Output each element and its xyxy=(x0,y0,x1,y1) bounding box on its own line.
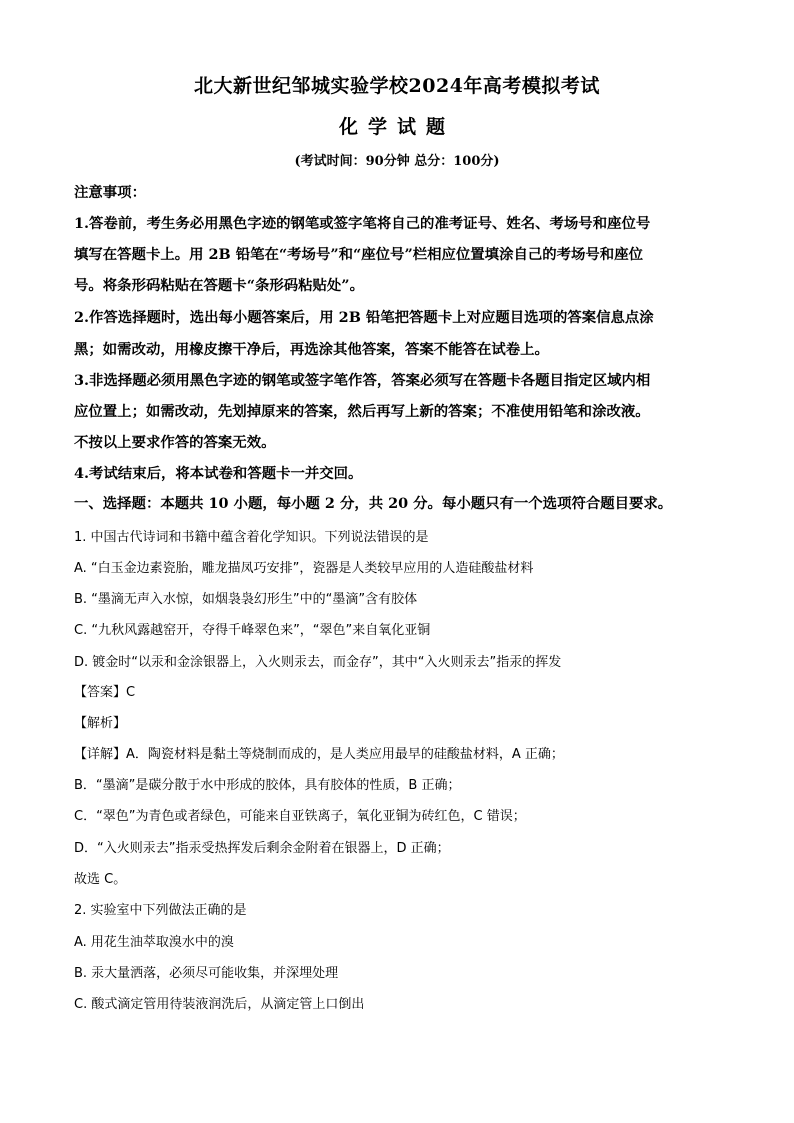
question-stem: 1. 中国古代诗词和书籍中蕴含着化学知识。下列说法错误的是 xyxy=(74,530,429,545)
explanation-line: B．“墨滴”是碳分散于水中形成的胶体，具有胶体的性质，B 正确； xyxy=(74,778,461,793)
analysis-label: 【解析】 xyxy=(74,716,127,731)
option-a: A. 用花生油萃取溴水中的溴 xyxy=(74,935,234,950)
notice-line: 填写在答题卡上。用 2B 铅笔在“考场号”和“座位号”栏相应位置填涂自己的考场号和座位 xyxy=(74,246,643,263)
notice-line: 4.考试结束后，将本试卷和答题卡一并交回。 xyxy=(74,465,363,482)
notice-line: 号。将条形码粘贴在答题卡“条形码粘贴处”。 xyxy=(74,277,364,294)
notice-line: 不按以上要求作答的答案无效。 xyxy=(74,434,276,451)
option-c: C. “九秋风露越窑开，夺得千峰翠色来”，“翠色”来自氧化亚铜 xyxy=(74,623,431,638)
answer-label: 【答案】C xyxy=(74,685,136,700)
notice-line: 黑；如需改动，用橡皮擦干净后，再选涂其他答案，答案不能答在试卷上。 xyxy=(74,341,549,358)
explanation-line: C．“翠色”为青色或者绿色，可能来自亚铁离子，氧化亚铜为砖红色，C 错误； xyxy=(74,809,526,824)
option-a: A. “白玉金边素瓷胎，雕龙描凤巧安排”，瓷器是人类较早应用的人造硅酸盐材料 xyxy=(74,561,534,576)
page-title: 北大新世纪邹城实验学校2024年高考模拟考试 xyxy=(194,75,600,97)
notice-line: 应位置上；如需改动，先划掉原来的答案，然后再写上新的答案；不准使用铅笔和涂改液。 xyxy=(74,403,650,420)
explanation-line: 故选 C。 xyxy=(74,872,127,887)
section-heading: 一、选择题：本题共 10 小题，每小题 2 分，共 20 分。每小题只有一个选项符合题目要求。 xyxy=(74,495,673,512)
exam-info: (考试时间：90分钟 总分：100分) xyxy=(294,154,500,169)
notice-line: 2.作答选择题时，选出每小题答案后，用 2B 铅笔把答题卡上对应题目选项的答案信息点涂 xyxy=(74,309,654,326)
notice-line: 3.非选择题必须用黑色字迹的钢笔或签字笔作答，答案必须写在答题卡各题目指定区域内相 xyxy=(74,372,651,389)
option-b: B. 汞大量洒落，必须尽可能收集，并深埋处理 xyxy=(74,966,339,981)
notice-line: 1.答卷前，考生务必用黑色字迹的钢笔或签字笔将自己的准考证号、姓名、考场号和座位号 xyxy=(74,215,651,232)
option-d: D. 镀金时“以汞和金涂银器上，入火则汞去，而金存”，其中“入火则汞去”指汞的挥发 xyxy=(74,655,562,670)
option-b: B. “墨滴无声入水惊，如烟袅袅幻形生”中的“墨滴”含有胶体 xyxy=(74,592,418,607)
explanation-line: 【详解】A．陶瓷材料是黏土等烧制而成的，是人类应用最早的硅酸盐材料，A 正确； xyxy=(74,747,564,762)
explanation-line: D．“入火则汞去”指汞受热挥发后剩余金附着在银器上，D 正确； xyxy=(74,841,450,856)
question-stem: 2. 实验室中下列做法正确的是 xyxy=(74,903,247,918)
notice-heading: 注意事项： xyxy=(74,184,146,201)
option-c: C. 酸式滴定管用待装液润洗后，从滴定管上口倒出 xyxy=(74,997,365,1012)
subject-title: 化学试题 xyxy=(338,116,455,138)
